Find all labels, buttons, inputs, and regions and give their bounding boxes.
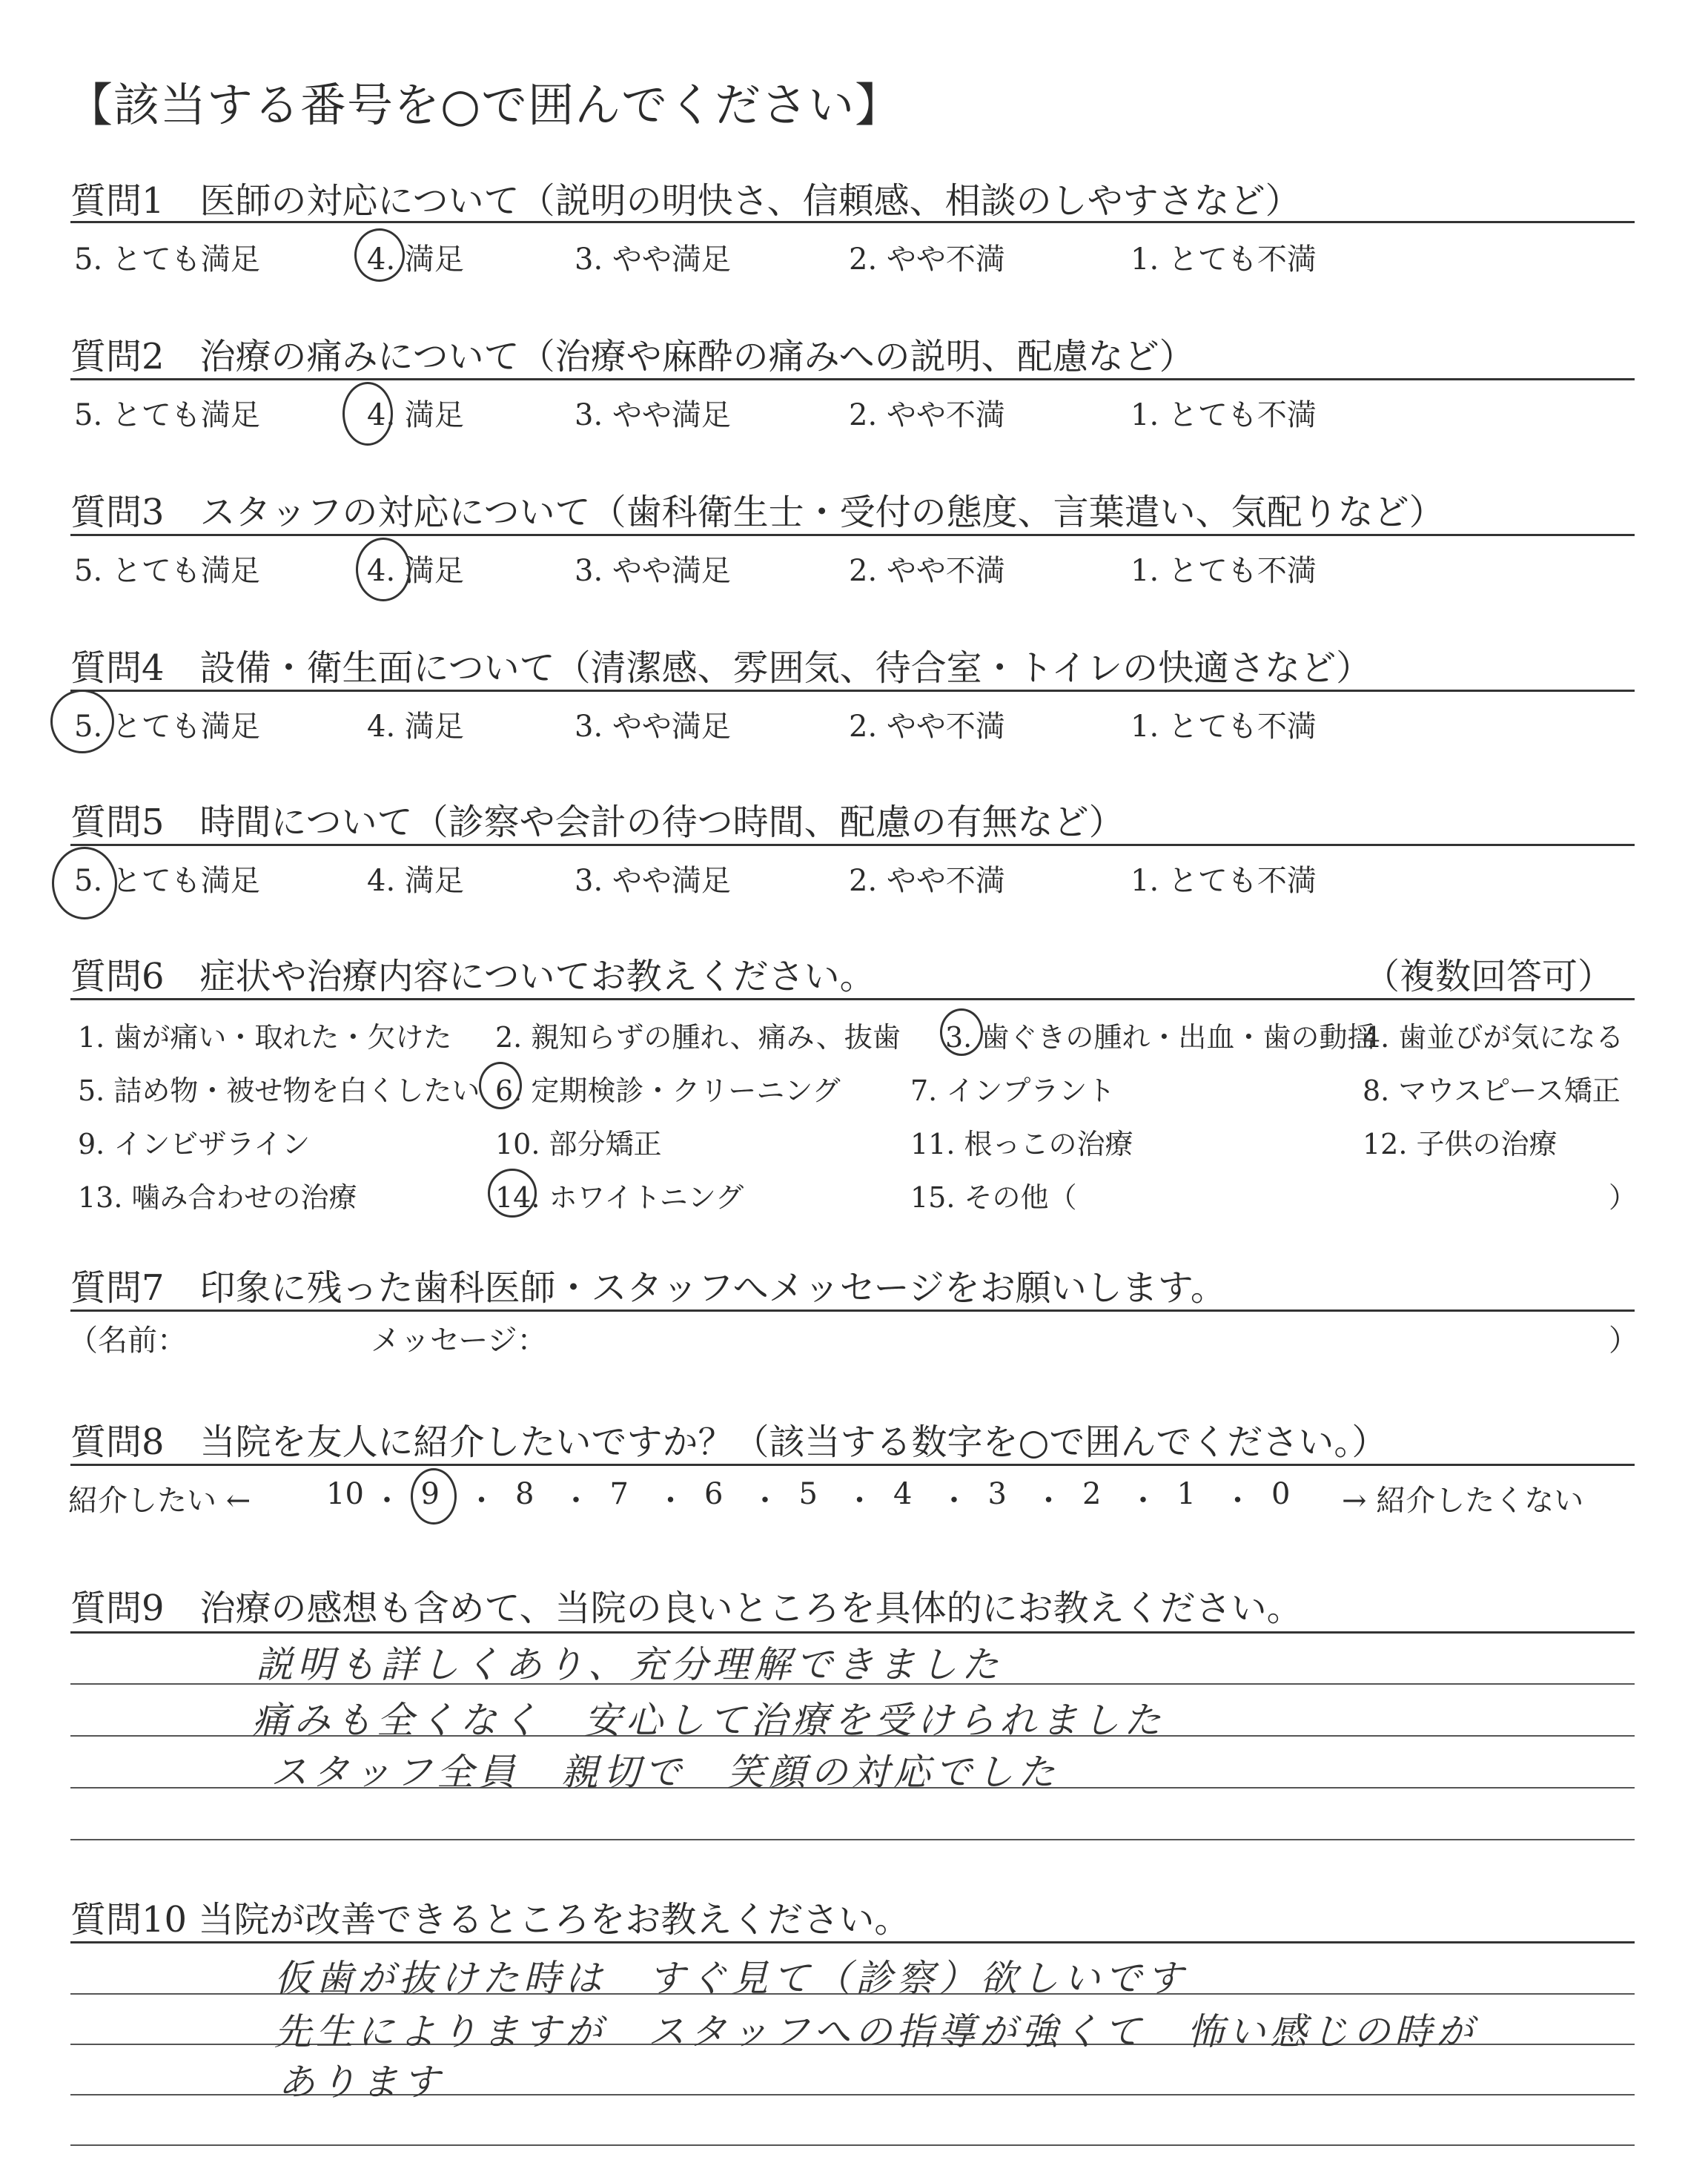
- q10-answer-line-1: 仮歯が抜けた時は すぐ見て（診察）欲しいです: [274, 1957, 1188, 2000]
- question-10-rule-5: [70, 2144, 1635, 2146]
- question-9-rule-5: [70, 1839, 1635, 1840]
- q6-item-9[interactable]: 9. インビザライン: [78, 1128, 311, 1160]
- q8-scale-3[interactable]: 3: [987, 1477, 1007, 1511]
- q4-option-5[interactable]: 5. とても満足: [74, 710, 260, 744]
- q1-option-3[interactable]: 3. やや満足: [575, 242, 731, 277]
- question-3-rule: [70, 534, 1635, 536]
- q2-option-2[interactable]: 2. やや不満: [849, 398, 1005, 432]
- q6-item-8[interactable]: 8. マウスピース矯正: [1363, 1074, 1621, 1107]
- q6-item-7[interactable]: 7. インプラント: [910, 1074, 1116, 1107]
- q6-item-4[interactable]: 4. 歯並びが気になる: [1363, 1021, 1624, 1054]
- q3-option-4[interactable]: 4. 満足: [367, 554, 464, 588]
- q6-item-13[interactable]: 13. 噛み合わせの治療: [78, 1181, 357, 1214]
- question-4-rule: [70, 690, 1635, 692]
- q8-scale-1[interactable]: 1: [1176, 1477, 1196, 1511]
- question-1-title: 質問1 医師の対応について（説明の明快さ、信頼感、相談のしやすさなど）: [70, 180, 1301, 222]
- q10-answer-line-2: 先生によりますが スタッフへの指導が強くて 怖い感じの時が: [274, 2010, 1477, 2053]
- q7-message-label: メッセージ：: [371, 1324, 547, 1358]
- q7-name-label: （名前：: [68, 1324, 187, 1358]
- q6-item-5[interactable]: 5. 詰め物・被せ物を白くしたい: [78, 1074, 480, 1107]
- q5-selection-circle: [52, 847, 117, 919]
- q8-left-label: 紹介したい ←: [68, 1484, 251, 1518]
- q2-option-5[interactable]: 5. とても満足: [74, 398, 260, 432]
- question-9-title: 質問9 治療の感想も含めて、当院の良いところを具体的にお教えください。: [70, 1588, 1302, 1629]
- question-7-rule: [70, 1309, 1635, 1312]
- q5-option-4[interactable]: 4. 満足: [367, 864, 464, 898]
- q6-item-1[interactable]: 1. 歯が痛い・取れた・欠けた: [78, 1021, 452, 1054]
- q1-selection-circle: [354, 228, 405, 282]
- q8-scale-separator: ・: [655, 1484, 686, 1518]
- q8-scale-separator: ・: [939, 1484, 969, 1518]
- q6-item-11[interactable]: 11. 根っこの治療: [910, 1128, 1133, 1160]
- q6-item-15-close-paren: ）: [1609, 1181, 1638, 1214]
- q5-option-1[interactable]: 1. とても不満: [1131, 864, 1317, 898]
- q8-scale-separator: ・: [1128, 1484, 1158, 1518]
- q2-selection-circle: [342, 382, 393, 446]
- question-8-title: 質問8 当院を友人に紹介したいですか？（該当する数字を○で囲んでください。）: [70, 1421, 1388, 1463]
- q4-selection-circle: [50, 690, 114, 753]
- question-6-rule: [70, 998, 1635, 1000]
- q4-option-1[interactable]: 1. とても不満: [1131, 710, 1317, 744]
- question-1-rule: [70, 221, 1635, 223]
- q3-selection-circle: [356, 538, 411, 601]
- question-4-title: 質問4 設備・衛生面について（清潔感、雰囲気、待合室・トイレの快適さなど）: [70, 647, 1372, 689]
- q8-scale-7[interactable]: 7: [609, 1477, 629, 1511]
- question-8-rule: [70, 1464, 1635, 1466]
- q8-scale-separator: ・: [466, 1484, 497, 1518]
- q9-answer-line-1: 説明も詳しくあり、充分理解できました: [256, 1643, 1003, 1686]
- question-10-title: 質問10 当院が改善できるところをお教えください。: [70, 1899, 910, 1941]
- q5-option-3[interactable]: 3. やや満足: [575, 864, 731, 898]
- q6-selection-circle-6: [479, 1062, 522, 1109]
- question-6-title: 質問6 症状や治療内容についてお教えください。: [70, 956, 875, 997]
- q8-scale-separator: ・: [750, 1484, 780, 1518]
- question-5-title: 質問5 時間について（診察や会計の待つ時間、配慮の有無など）: [70, 802, 1125, 843]
- q8-right-label: → 紹介したくない: [1342, 1484, 1584, 1518]
- question-9-rule-1: [70, 1631, 1635, 1634]
- question-2-title: 質問2 治療の痛みについて（治療や麻酔の痛みへの説明、配慮など）: [70, 336, 1195, 377]
- q6-item-12[interactable]: 12. 子供の治療: [1363, 1128, 1558, 1160]
- q5-option-5[interactable]: 5. とても満足: [74, 864, 260, 898]
- q8-scale-6[interactable]: 6: [704, 1477, 724, 1511]
- q4-option-3[interactable]: 3. やや満足: [575, 710, 731, 744]
- q3-option-5[interactable]: 5. とても満足: [74, 554, 260, 588]
- q8-scale-separator: ・: [561, 1484, 591, 1518]
- q1-option-1[interactable]: 1. とても不満: [1131, 242, 1317, 277]
- q8-scale-5[interactable]: 5: [798, 1477, 818, 1511]
- q9-answer-line-2: 痛みも全くなく 安心して治療を受けられました: [252, 1699, 1165, 1742]
- q8-scale-9[interactable]: 9: [420, 1477, 440, 1511]
- q8-scale-10[interactable]: 10: [326, 1477, 364, 1511]
- q8-scale-0[interactable]: 0: [1271, 1477, 1291, 1511]
- q8-scale-separator: ・: [844, 1484, 875, 1518]
- q4-option-4[interactable]: 4. 満足: [367, 710, 464, 744]
- q10-answer-line-3: あります: [278, 2061, 444, 2104]
- q8-scale-separator: ・: [1033, 1484, 1064, 1518]
- q2-option-4[interactable]: 4. 満足: [367, 398, 464, 432]
- question-7-title: 質問7 印象に残った歯科医師・スタッフへメッセージをお願いします。: [70, 1267, 1226, 1309]
- q8-scale-separator: ・: [372, 1484, 402, 1518]
- q8-scale-4[interactable]: 4: [893, 1477, 913, 1511]
- q1-option-5[interactable]: 5. とても満足: [74, 242, 260, 277]
- q6-item-10[interactable]: 10. 部分矯正: [495, 1128, 662, 1160]
- q6-selection-circle-14: [488, 1169, 537, 1218]
- q6-item-3[interactable]: 3. 歯ぐきの腫れ・出血・歯の動揺: [945, 1021, 1376, 1054]
- q2-option-3[interactable]: 3. やや満足: [575, 398, 731, 432]
- q6-selection-circle-3: [940, 1008, 983, 1056]
- q1-option-2[interactable]: 2. やや不満: [849, 242, 1005, 277]
- q3-option-2[interactable]: 2. やや不満: [849, 554, 1005, 588]
- q8-scale-8[interactable]: 8: [515, 1477, 534, 1511]
- q1-option-4[interactable]: 4. 満足: [367, 242, 464, 277]
- q4-option-2[interactable]: 2. やや不満: [849, 710, 1005, 744]
- question-10-rule-1: [70, 1941, 1635, 1943]
- question-5-rule: [70, 844, 1635, 846]
- q3-option-3[interactable]: 3. やや満足: [575, 554, 731, 588]
- q9-answer-line-3: スタッフ全員 親切で 笑顔の対応でした: [271, 1751, 1059, 1794]
- q6-item-2[interactable]: 2. 親知らずの腫れ、痛み、抜歯: [495, 1021, 901, 1054]
- q5-option-2[interactable]: 2. やや不満: [849, 864, 1005, 898]
- question-3-title: 質問3 スタッフの対応について（歯科衛生士・受付の態度、言葉遣い、気配りなど）: [70, 492, 1445, 533]
- q8-selection-circle: [411, 1468, 457, 1525]
- q6-item-15[interactable]: 15. その他（: [910, 1181, 1077, 1214]
- q6-item-14[interactable]: 14. ホワイトニング: [495, 1181, 744, 1214]
- q8-scale-2[interactable]: 2: [1082, 1477, 1102, 1511]
- q3-option-1[interactable]: 1. とても不満: [1131, 554, 1317, 588]
- q6-item-6[interactable]: 6. 定期検診・クリーニング: [495, 1074, 841, 1107]
- form-title: 【該当する番号を○で囲んでください】: [67, 78, 902, 132]
- q2-option-1[interactable]: 1. とても不満: [1131, 398, 1317, 432]
- q8-scale-separator: ・: [1222, 1484, 1253, 1518]
- question-2-rule: [70, 378, 1635, 380]
- q7-close-paren: ）: [1609, 1324, 1638, 1358]
- question-6-note: （複数回答可）: [1364, 956, 1614, 997]
